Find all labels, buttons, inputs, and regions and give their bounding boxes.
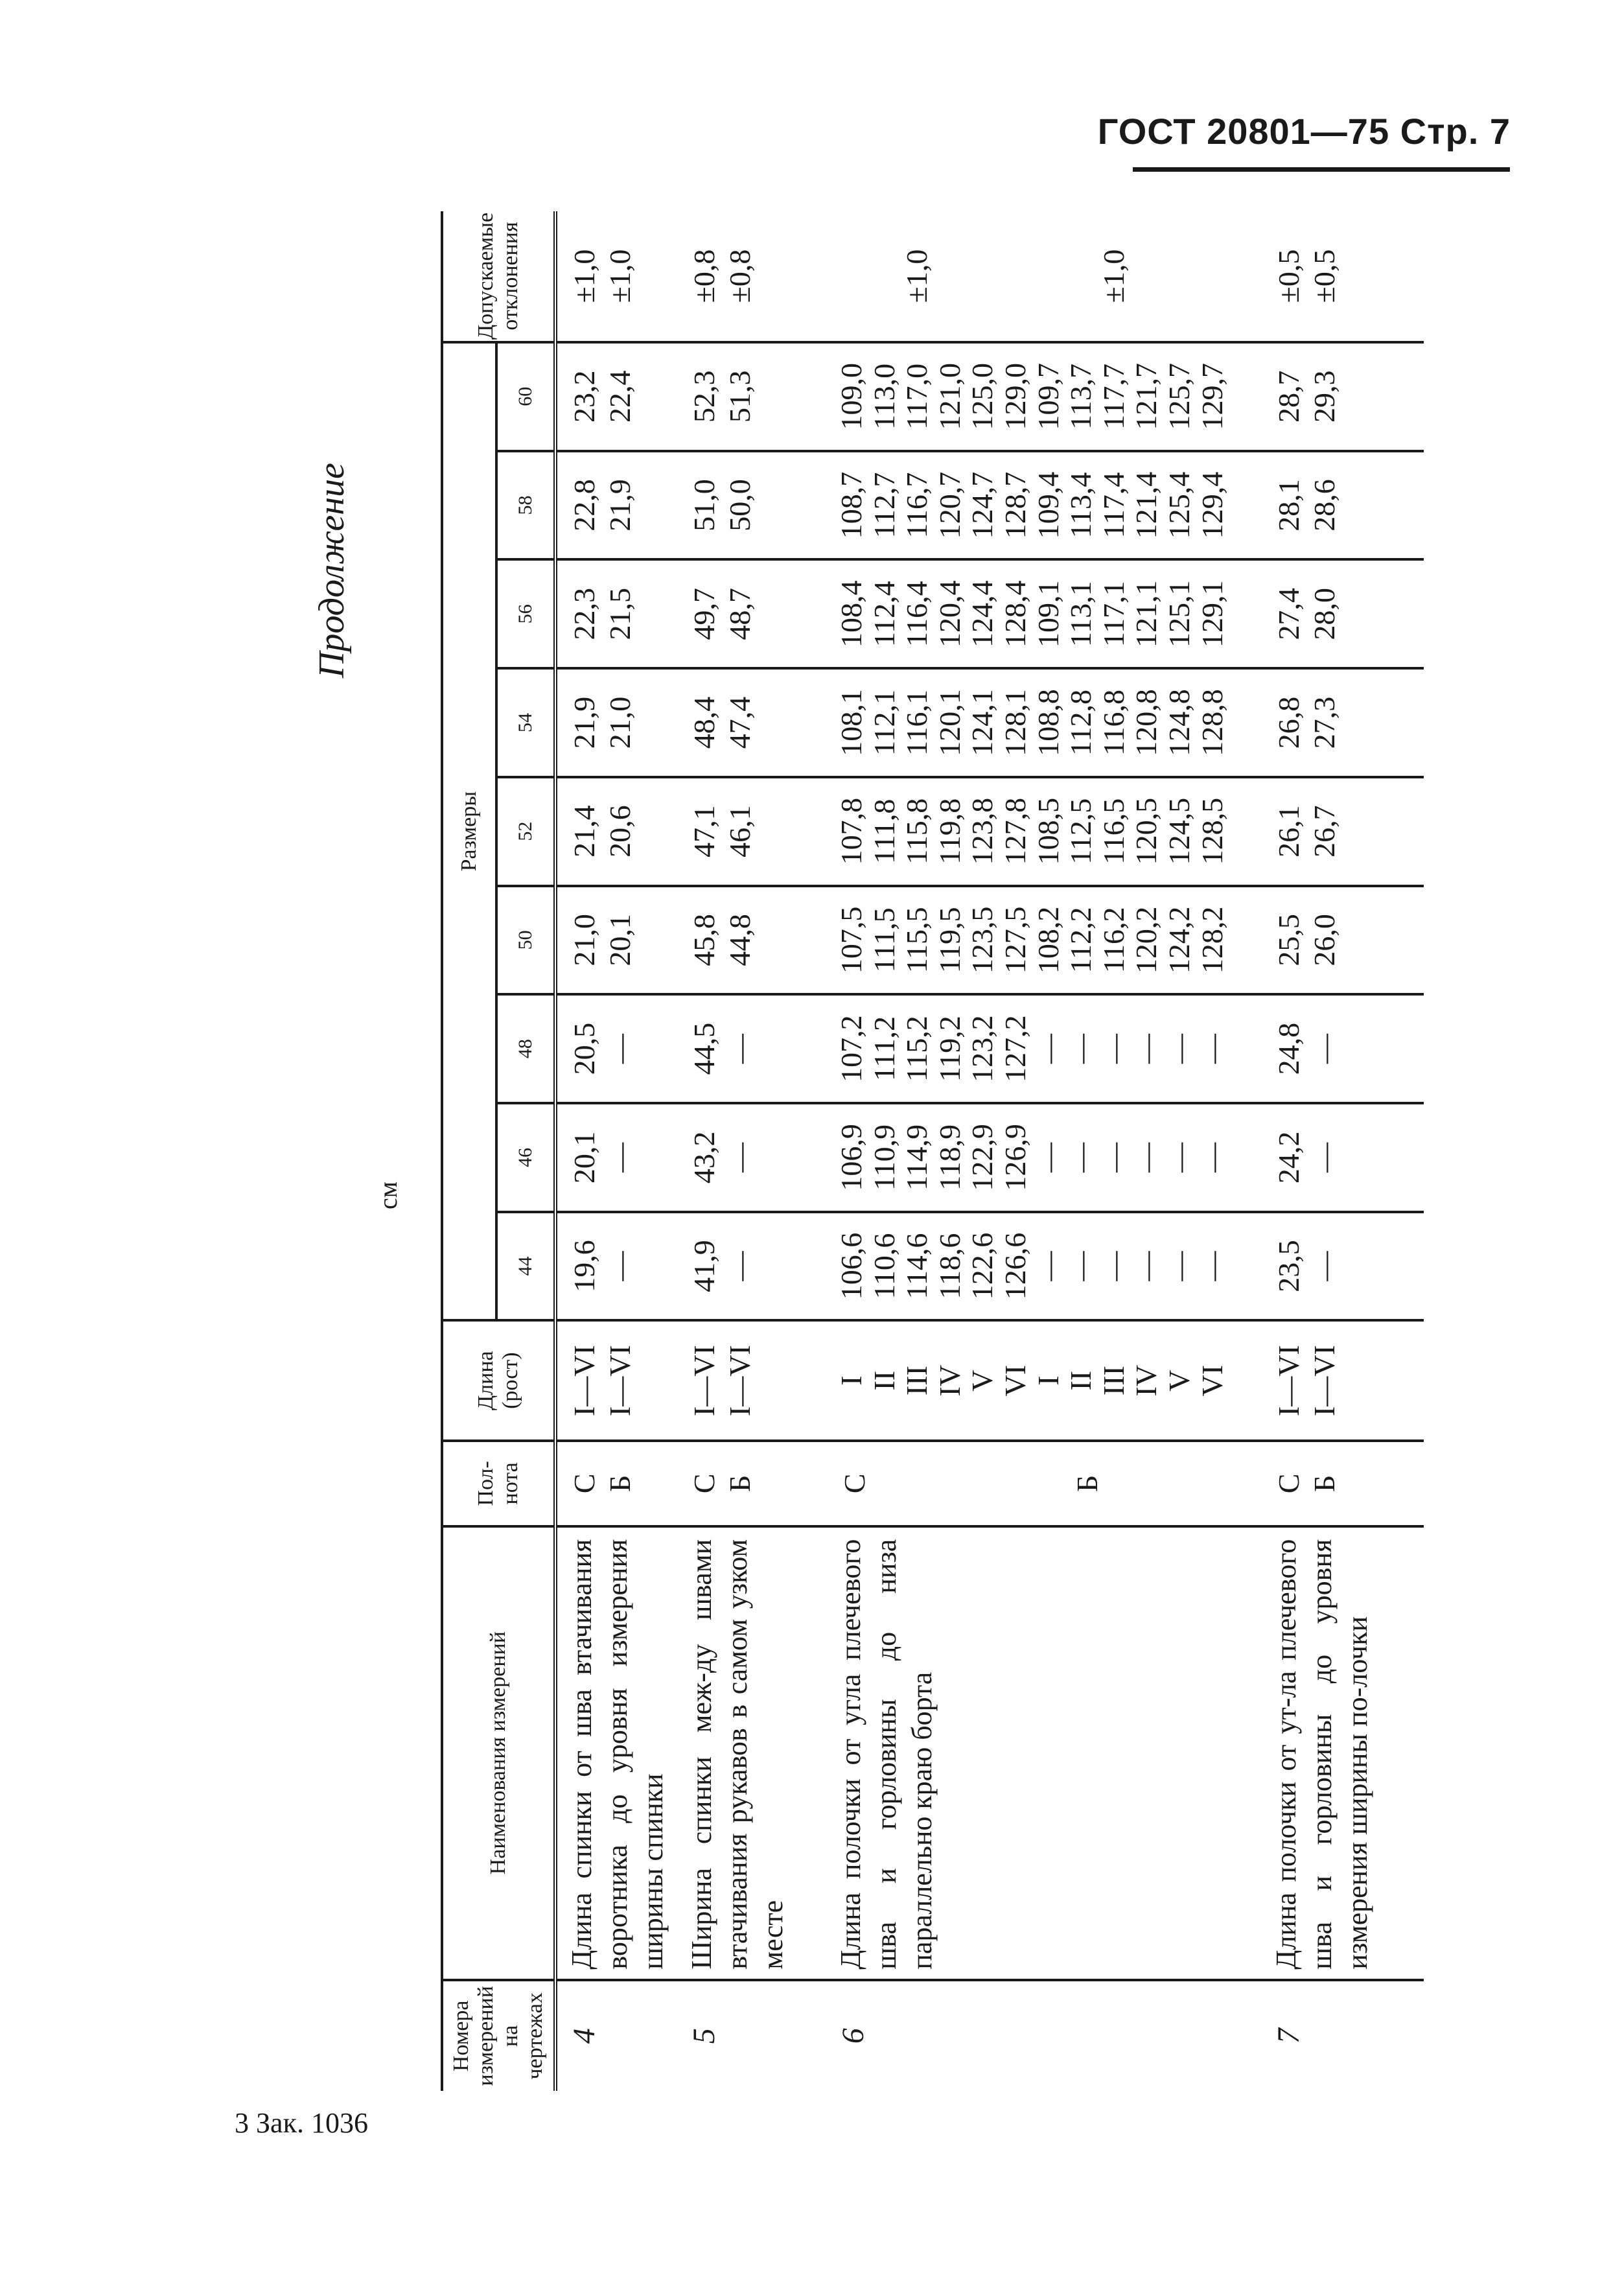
size-values: 22,8 21,9 [568,479,637,531]
size-values: 45,8 44,8 [688,914,757,966]
size-cell [1262,668,1424,777]
row-number: 6 [836,2028,870,2044]
table-row [1262,211,1424,2091]
row-number: 7 [1271,2028,1306,2044]
size-cell [555,994,677,1103]
size-cell [677,994,826,1103]
size-cell [677,1212,826,1321]
table-row [555,211,677,2091]
polnota-cell [1262,1441,1424,1526]
size-cell [826,559,1262,668]
size-values: 21,0 20,1 [568,914,637,966]
size-values: 106,6 110,6 114,6 118,6 122,6 126,6 — — — — — — [835,1232,1229,1300]
measurements-table [441,211,1424,2091]
continuation-label: Продолжение [312,463,352,678]
size-cell [826,1212,1262,1321]
size-cell [555,1103,677,1212]
measurement-name: Длина спинки от шва втачивания воротника до уровня измерения ширины спинки [555,1526,677,1980]
size-header: 44 [496,1212,555,1321]
size-values: 24,2 — [1272,1131,1341,1184]
size-values: 23,2 22,4 [568,370,637,423]
length-values: I—VI I—VI [688,1345,757,1417]
length-cell [1262,1320,1424,1441]
size-cell [1262,1212,1424,1321]
measurement-name: Ширина спинки меж-ду швами втачивания рукавов в самом узком месте [677,1526,826,1980]
header-num: Номера измерений на чертежах [442,1980,555,2091]
size-values: 47,1 46,1 [688,805,757,857]
tolerance-cell [1262,211,1424,342]
header-length: Длина (рост) [442,1320,555,1441]
size-values: 108,7 112,7 116,7 120,7 124,7 128,7 109,4 113,4 117,4 121,4 125,4 129,4 [835,471,1229,539]
size-values: 26,8 27,3 [1272,696,1341,749]
size-cell [1262,777,1424,886]
size-cell [677,559,826,668]
size-cell [555,1212,677,1321]
polnota-values: С Б [568,1473,637,1494]
size-cell [826,342,1262,451]
tolerance-cell [555,211,677,342]
tolerance-cell [677,211,826,342]
size-values: 52,3 51,3 [688,370,757,423]
size-cell [677,342,826,451]
size-values: 24,8 — [1272,1022,1341,1075]
length-cell [677,1320,826,1441]
size-values: 25,5 26,0 [1272,914,1341,966]
size-values: 51,0 50,0 [688,479,757,531]
length-values: I II III IV V VI I II III IV V VI [835,1364,1229,1397]
row-number: 4 [567,2028,601,2044]
polnota-values: С Б [1272,1473,1341,1494]
size-header: 46 [496,1103,555,1212]
size-values: 108,4 112,4 116,4 120,4 124,4 128,4 109,1 113,1 117,1 121,1 125,1 129,1 [835,580,1229,647]
polnota-values: С Б [688,1473,757,1494]
size-header: 50 [496,886,555,995]
size-cell [555,342,677,451]
size-cell [1262,994,1424,1103]
size-cell [1262,886,1424,995]
size-values: 41,9 — [688,1240,757,1292]
page-footer: 3 Зак. 1036 [235,2107,368,2139]
units-label: см [373,1181,402,1209]
size-cell [826,994,1262,1103]
size-cell [555,451,677,560]
size-values: 28,1 28,6 [1272,479,1341,531]
size-values: 21,4 20,6 [568,805,637,857]
size-cell [677,886,826,995]
size-values: 44,5 — [688,1022,757,1075]
size-values: 27,4 28,0 [1272,587,1341,640]
length-values: I—VI I—VI [568,1345,637,1417]
polnota-values: С Б [838,1473,1104,1494]
size-values: 28,7 29,3 [1272,370,1341,423]
polnota-cell [555,1441,677,1526]
size-values: 20,5 — [568,1022,637,1075]
tolerance-values: ±0,8 ±0,8 [688,249,757,303]
size-cell [1262,559,1424,668]
header-tolerance: Допускаемые отклонения [442,211,555,342]
tolerance-values: ±0,5 ±0,5 [1272,249,1341,303]
size-values: 106,9 110,9 114,9 118,9 122,9 126,9 — — — — — — [835,1124,1229,1191]
header-sizes: Размеры [442,342,496,1320]
size-cell [555,886,677,995]
size-values: 19,6 — [568,1240,637,1292]
size-cell [1262,342,1424,451]
size-header: 48 [496,994,555,1103]
size-values: 107,2 111,2 115,2 119,2 123,2 127,2 — — — — — — [835,1015,1229,1082]
length-cell [555,1320,677,1441]
tolerance-values: ±1,0 ±1,0 [900,249,1130,303]
measurement-name: Длина полочки от угла плечевого шва и горловины до низа параллельно краю борта [826,1526,1262,1980]
size-cell [1262,1103,1424,1212]
table-row [677,211,826,2091]
header-rule [1133,167,1510,172]
size-cell [826,668,1262,777]
size-header: 60 [496,342,555,451]
size-values: 49,7 48,7 [688,587,757,640]
tolerance-values: ±1,0 ±1,0 [568,249,637,303]
size-cell [677,668,826,777]
size-values: 48,4 47,4 [688,696,757,749]
rotated-table-block [311,211,1373,2091]
size-values: 108,1 112,1 116,1 120,1 124,1 128,1 108,8 112,8 116,8 120,8 124,8 128,8 [835,689,1229,756]
length-values: I—VI I—VI [1272,1345,1341,1417]
size-cell [1262,451,1424,560]
tolerance-cell [826,211,1262,342]
table-row [826,211,1262,2091]
size-values: 109,0 113,0 117,0 121,0 125,0 129,0 109,7 113,7 117,7 121,7 125,7 129,7 [835,363,1229,430]
size-cell [826,1103,1262,1212]
size-values: 43,2 — [688,1131,757,1184]
size-cell [677,1103,826,1212]
size-cell [677,777,826,886]
polnota-cell [826,1441,1262,1526]
size-header: 58 [496,451,555,560]
size-header: 54 [496,668,555,777]
row-number: 5 [687,2028,721,2044]
size-values: 107,8 111,8 115,8 119,8 123,8 127,8 108,5 112,5 116,5 120,5 124,5 128,5 [835,797,1229,865]
polnota-cell [677,1441,826,1526]
size-values: 22,3 21,5 [568,587,637,640]
size-cell [677,451,826,560]
size-cell [826,777,1262,886]
size-header: 56 [496,559,555,668]
page-header: ГОСТ 20801—75 Стр. 7 [1097,111,1511,152]
length-cell [826,1320,1262,1441]
header-polnota: Пол-нота [442,1441,555,1526]
size-cell [555,777,677,886]
size-values: 21,9 21,0 [568,696,637,749]
size-values: 23,5 — [1272,1240,1341,1292]
size-cell [826,451,1262,560]
size-cell [555,668,677,777]
size-values: 107,5 111,5 115,5 119,5 123,5 127,5 108,2 112,2 116,2 120,2 124,2 128,2 [835,906,1229,974]
size-header: 52 [496,777,555,886]
size-cell [555,559,677,668]
size-values: 20,1 — [568,1131,637,1184]
size-cell [826,886,1262,995]
measurement-name: Длина полочки от ут-ла плечевого шва и горловины до уровня измерения ширины по-лочки [1262,1526,1424,1980]
header-name: Наименования измерений [442,1526,555,1980]
size-values: 26,1 26,7 [1272,805,1341,857]
